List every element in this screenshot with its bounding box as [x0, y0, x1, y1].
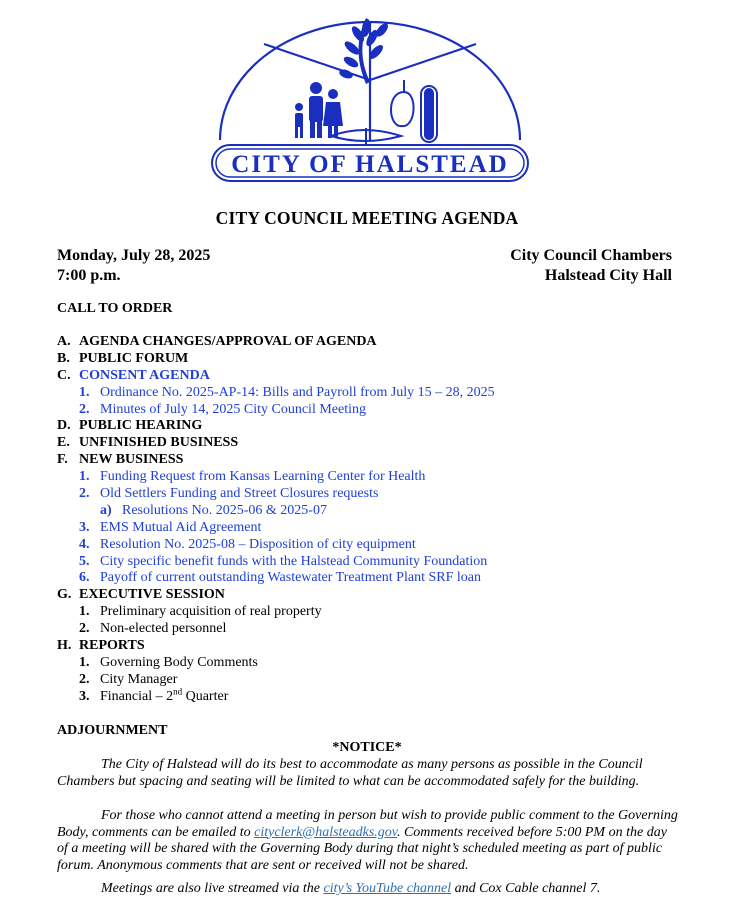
call-to-order: CALL TO ORDER [57, 301, 173, 316]
item-text: Payoff of current outstanding Wastewater Treatment Plant SRF loan [100, 570, 481, 586]
item-number: 2. [79, 401, 90, 417]
item-number: 2. [79, 621, 90, 637]
section-letter: F. [57, 452, 68, 468]
item-text: Governing Body Comments [100, 654, 258, 670]
location-line-2: Halstead City Hall [544, 267, 672, 284]
item-text: Financial – 2nd Quarter [100, 686, 229, 704]
item-text: City Manager [100, 671, 178, 687]
meeting-date: Monday, July 28, 2025 [57, 247, 211, 264]
section-label: REPORTS [79, 638, 145, 654]
section-label: EXECUTIVE SESSION [79, 587, 225, 603]
section-letter: E. [57, 435, 70, 451]
notice-paragraph-2: For those who cannot attend a meeting in person but wish to provide public comment to the Governing Body, comments can be emailed to cityclerk@halsteadks.gov. Comments received before 5:00 PM on the day of a meeting will be shared with the Governing Body during that night’s scheduled meeting as part of public forum. Anonymous comments that are sent or received will not be shared. [57, 808, 678, 873]
notice-heading: *NOTICE* [332, 740, 402, 755]
section-letter: H. [57, 638, 72, 654]
meeting-time: 7:00 p.m. [57, 267, 121, 284]
meeting-location [510, 246, 672, 286]
item-number: 1. [79, 654, 90, 670]
section-letter: B. [57, 350, 70, 366]
item-text: Funding Request from Kansas Learning Center for Health [100, 469, 426, 485]
adjournment: ADJOURNMENT [57, 723, 168, 738]
item-number: 1. [79, 384, 90, 400]
item-text: Non-elected personnel [100, 621, 227, 637]
section-label: UNFINISHED BUSINESS [79, 435, 239, 451]
item-number: 4. [79, 536, 90, 552]
item-number: 1. [79, 604, 90, 620]
section-label: CONSENT AGENDA [79, 367, 210, 383]
item-number: 5. [79, 553, 90, 569]
item-text: EMS Mutual Aid Agreement [100, 519, 262, 535]
item-text: Resolution No. 2025-08 – Disposition of city equipment [100, 536, 416, 552]
item-number: 2. [79, 671, 90, 687]
section-letter: A. [57, 334, 71, 349]
notice-paragraph-3: Meetings are also live streamed via the city’s YouTube channel and Cox Cable channel 7. [101, 881, 601, 896]
section-letter: C. [57, 367, 71, 383]
section-letter: G. [57, 587, 72, 603]
page-title: CITY COUNCIL MEETING AGENDA [215, 208, 519, 228]
meeting-datetime [57, 246, 210, 286]
section-label: PUBLIC HEARING [79, 418, 203, 434]
item-text: Old Settlers Funding and Street Closures requests [100, 486, 379, 502]
item-number: 3. [79, 519, 90, 535]
item-number: 1. [79, 469, 90, 485]
notice-paragraph-1: The City of Halstead will do its best to accommodate as many persons as possible in the Council Chambers but spacing and seating will be limited to what can be accommodated safely for the building. [57, 757, 643, 789]
email-link[interactable]: cityclerk@halsteadks.gov [254, 824, 397, 840]
section-label: PUBLIC FORUM [79, 350, 189, 366]
item-number: 3. [79, 688, 90, 704]
section-label: AGENDA CHANGES/APPROVAL OF AGENDA [79, 334, 377, 349]
location-line-1: City Council Chambers [510, 247, 672, 264]
item-text: Ordinance No. 2025-AP-14: Bills and Payroll from July 15 – 28, 2025 [100, 384, 495, 400]
youtube-channel-link[interactable]: city’s YouTube channel [323, 881, 452, 896]
city-seal-logo [206, 10, 534, 185]
sub-item-label: a) [100, 502, 112, 518]
item-number: 6. [79, 570, 90, 586]
item-text: City specific benefit funds with the Halstead Community Foundation [100, 553, 488, 569]
item-text: Preliminary acquisition of real property [100, 604, 322, 620]
item-number: 2. [79, 486, 90, 502]
section-letter: D. [57, 418, 71, 434]
section-label: NEW BUSINESS [79, 452, 184, 468]
logo-text: CITY OF HALSTEAD [231, 151, 509, 178]
item-text: Minutes of July 14, 2025 City Council Meeting [100, 401, 366, 417]
sub-item-text: Resolutions No. 2025-06 & 2025-07 [122, 502, 327, 518]
